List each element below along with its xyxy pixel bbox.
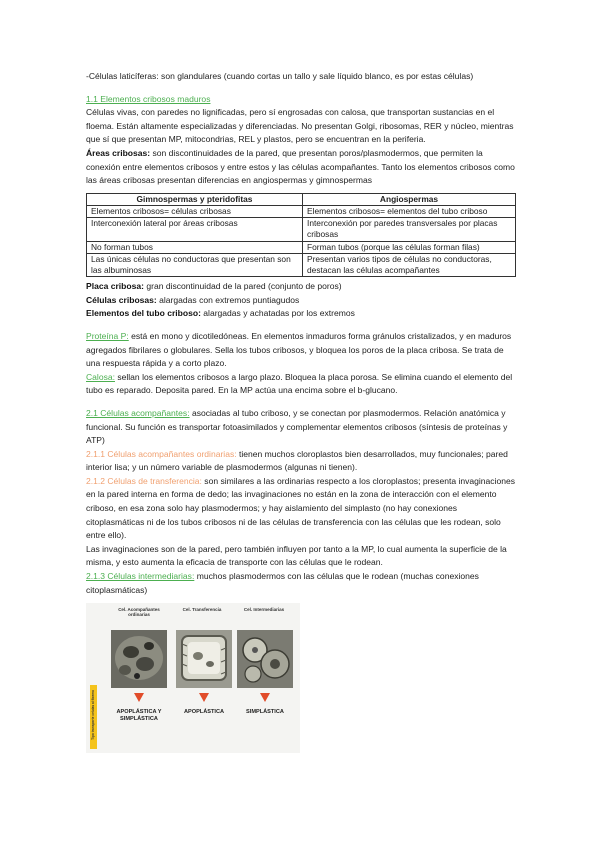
definition-text: alargadas y achatadas por los extremos xyxy=(200,308,355,319)
link-calosa[interactable]: Calosa: xyxy=(86,371,115,382)
comparison-table xyxy=(86,193,516,277)
table-cell: Forman tubos (porque las células forman filas) xyxy=(303,241,516,253)
text-transferencia: son similares a las ordinarias respecto a los cloroplastos; presenta invaginaciones en la pared interna en forma de dedo; las invaginaciones no están en la zona de interacción con el elemento criboso, en esa zona solo hay plasmodermos; y hay aislamiento del simplasto (no hay conexiones citoplasmáticas ni de los tubos cribosos ni de las células de transferencia con las células que les rodean, solo entre ello). xyxy=(86,475,516,541)
term-placa-cribosa: Placa cribosa: xyxy=(86,281,144,292)
table-row xyxy=(87,241,516,253)
arrow-down-icon xyxy=(199,693,209,702)
table-cell: Las únicas células no conductoras que presentan son las albuminosas xyxy=(87,253,303,276)
paragraph-celulas-acompanantes xyxy=(86,407,516,448)
text-ordinarias: tienen muchos cloroplastos bien desarrollados, muy funcionales; pared interior lisa; y un número variable de plasmodermos (algunas ni tienen). xyxy=(86,448,508,473)
text-areas-cribosas: son discontinuidades de la pared, que presentan poros/plasmodermos, que permiten la conexión entre elementos cribosos y entre estos y las células acompañantes. Tanto los elementos cribosos como las áreas cribosas presentan diferencias en angiospermas y gimnospermas xyxy=(86,147,515,186)
link-proteina-p[interactable]: Proteína P: xyxy=(86,330,129,341)
table-cell: Presentan varios tipos de células no conductoras, destacan las células acompañantes xyxy=(303,253,516,276)
table-cell: Elementos cribosos= elementos del tubo criboso xyxy=(303,205,516,217)
text-celulas-acompanantes: asociadas al tubo criboso, y se conectan por plasmodermos. Relación anatómica y funcional. Su función es transportar fotoasimilados y complementar elementos cribosos (síntesis de proteínas y ATP) xyxy=(86,407,508,446)
subheading-ordinarias: 2.1.1 Células acompañantes ordinarias: xyxy=(86,448,237,459)
arrow-down-icon xyxy=(260,693,270,702)
paragraph-transferencia xyxy=(86,475,516,543)
table-row xyxy=(87,218,516,241)
text-proteina-p: está en mono y dicotiledóneas. En elementos inmaduros forma gránulos cristalizados, y en maduros agregados fibrilares o globulares. Sella los tubos cribosos, y bloquea los poros de la placa cribosa. Se trata de una respuesta rápida y a corto plazo. xyxy=(86,330,512,369)
paragraph-elementos-cribosos: Células vivas, con paredes no lignificadas, pero sí engrosadas con calosa, que transportan sustancias en el floema. Están altamente especializadas y diferenciadas. No presentan Golgi, ribosomas, RER y núcleo, mientras que sí que presentan MP, mitocondrias, REL y plastos, pero se encuentran en la periferia. xyxy=(86,107,514,145)
micrograph-intermediarias xyxy=(237,630,293,688)
definition-celulas-cribosas xyxy=(86,294,516,308)
cell-types-figure xyxy=(86,603,300,753)
paragraph-areas-cribosas xyxy=(86,147,516,188)
term-elementos-tubo: Elementos del tubo criboso: xyxy=(86,308,201,319)
link-intermediarias[interactable]: 2.1.3 Células intermediarias: xyxy=(86,571,195,582)
paragraph-intermediarias xyxy=(86,570,516,597)
arrow-down-icon xyxy=(134,693,144,702)
table-header-angiospermas: Angiospermas xyxy=(303,193,516,205)
table-row xyxy=(87,253,516,276)
term-areas-cribosas: Áreas cribosas: xyxy=(86,147,151,158)
paragraph-ordinarias xyxy=(86,448,516,475)
text-calosa: sellan los elementos cribosos a largo plazo. Bloquea la placa porosa. Se elimina cuando el elemento del tubo es reparado. Deposita pared. En la MP actúa una encima sobre el b-glucano. xyxy=(86,371,513,396)
micrograph-transferencia xyxy=(176,630,232,688)
definition-text: alargadas con extremos puntiagudos xyxy=(156,294,300,305)
micrograph-ordinarias xyxy=(111,630,167,688)
table-cell: Elementos cribosos= células cribosas xyxy=(87,205,303,217)
definition-elementos-tubo xyxy=(86,307,516,321)
paragraph-calosa xyxy=(86,371,516,398)
paragraph-invaginaciones: Las invaginaciones son de la pared, pero también influyen por tanto a la MP, lo cual aumenta la superficie de la misma, y esto aumenta la eficacia de transporte con las células que le rodean. xyxy=(86,543,507,568)
figure-label-transferencia: Cel. Transferencia xyxy=(182,607,222,613)
table-cell: Interconexión lateral por áreas cribosas xyxy=(87,218,303,241)
figure-label-ordinarias: Cel. Acompañantes ordinarias xyxy=(118,607,160,618)
section-heading-elementos-cribosos[interactable]: 1.1 Elementos cribosos maduros xyxy=(86,93,211,104)
table-cell: No forman tubos xyxy=(87,241,303,253)
table-cell: Interconexión por paredes transversales por placas cribosas xyxy=(303,218,516,241)
transport-label-intermediarias: SIMPLÁSTICA xyxy=(246,709,284,716)
figure-label-intermediarias: Cel. Intermediarias xyxy=(243,607,285,613)
paragraph-proteina-p xyxy=(86,330,516,371)
term-celulas-cribosas: Células cribosas: xyxy=(86,294,157,305)
section-heading-celulas-acompanantes[interactable]: 2.1 Células acompañantes: xyxy=(86,407,190,418)
table-row xyxy=(87,205,516,217)
intro-paragraph: -Células laticíferas: son glandulares (cuando cortas un tallo y sale líquido blanco, es por estas células) xyxy=(86,71,474,81)
table-header-gimnospermas: Gimnospermas y pteridofitas xyxy=(87,193,303,205)
transport-label-transferencia: APOPLÁSTICA xyxy=(183,709,225,716)
subheading-transferencia: 2.1.2 Células de transferencia: xyxy=(86,475,202,486)
text-intermediarias: muchos plasmodermos con las células que le rodean (muchas conexiones citoplasmáticas) xyxy=(86,571,479,595)
transport-type-label: Tipo transporte celulas al floema xyxy=(91,690,95,741)
document-page xyxy=(86,70,516,753)
definition-placa-cribosa xyxy=(86,280,516,294)
definition-text: gran discontinuidad de la pared (conjunto de poros) xyxy=(143,281,342,292)
transport-label-ordinarias: APOPLÁSTICA Y SIMPLÁSTICA xyxy=(116,709,162,723)
